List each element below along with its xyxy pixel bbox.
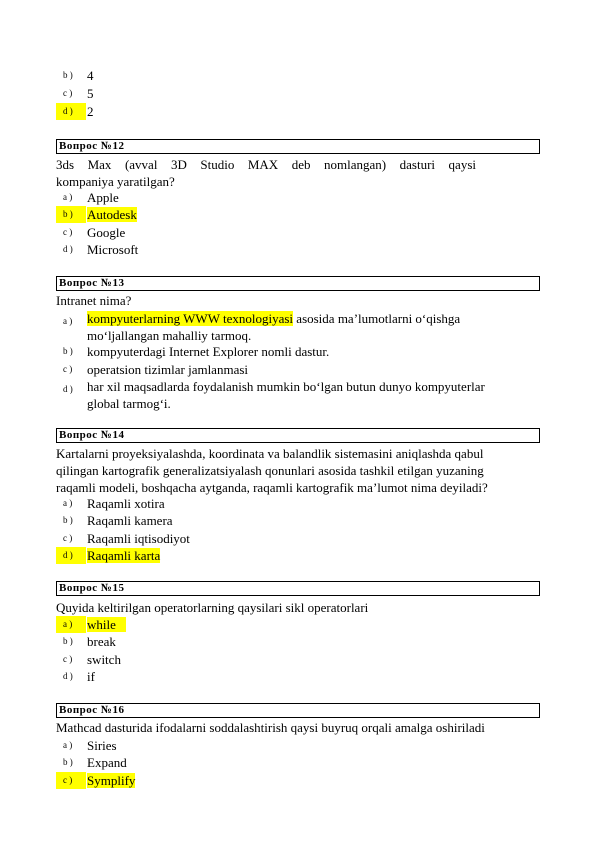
option-letter: a )	[56, 616, 86, 633]
option-letter: c )	[63, 88, 73, 98]
question-header: Вопрос №16	[56, 703, 540, 718]
option-row[interactable]	[56, 189, 526, 206]
option-letter: a )	[63, 498, 73, 508]
option-text: Expand	[87, 755, 127, 770]
option-text: operatsion tizimlar jamlanmasi	[87, 362, 249, 377]
option-text: Symplify	[87, 773, 136, 788]
option-row[interactable]	[56, 737, 526, 754]
option-row[interactable]	[56, 85, 526, 102]
question-text: Kartalarni proyeksiyalashda, koordinata va balandlik sistemasini aniqlashda qabul qilingan kartografik generalizatsiyalash qonunlari asosida tashkil etilgan yuzaning raqamli modeli, boshqacha aytganda, raqamli kartografik ma’lumot nima deyiladi?	[56, 446, 488, 495]
option-text: 2	[87, 104, 94, 119]
option-letter: b )	[56, 206, 86, 223]
question-text: Intranet nima?	[56, 293, 132, 308]
option-row[interactable]	[56, 668, 526, 685]
option-row-selected[interactable]	[56, 547, 526, 564]
option-letter: c )	[63, 654, 73, 664]
option-row[interactable]	[56, 361, 526, 378]
option-letter: d )	[63, 244, 73, 254]
option-text: Raqamli iqtisodiyot	[87, 531, 190, 546]
question-text: Mathcad dasturida ifodalarni soddalashtirish qaysi buyruq orqali amalga oshiriladi	[56, 720, 485, 735]
option-letter: b )	[63, 70, 73, 80]
option-letter: c )	[63, 533, 73, 543]
option-row[interactable]	[56, 495, 526, 512]
option-row[interactable]	[56, 224, 526, 241]
question-text: Quyida keltirilgan operatorlarning qaysilari sikl operatorlari	[56, 600, 369, 615]
option-letter: d )	[63, 384, 73, 394]
option-letter: d )	[63, 671, 73, 681]
option-letter: b )	[63, 515, 73, 525]
option-letter: d )	[56, 547, 86, 564]
option-letter: c )	[63, 227, 73, 237]
option-text: Microsoft	[87, 242, 139, 257]
question-header: Вопрос №13	[56, 276, 540, 291]
option-letter: d )	[56, 103, 86, 120]
option-letter: b )	[63, 636, 73, 646]
option-text: switch	[87, 652, 121, 667]
option-text: Autodesk	[87, 207, 137, 222]
option-text: while	[87, 617, 126, 632]
option-row-selected[interactable]	[56, 103, 526, 120]
option-row-selected[interactable]	[56, 616, 526, 633]
option-text: Apple	[87, 190, 119, 205]
option-row[interactable]	[56, 378, 526, 412]
question-header: Вопрос №15	[56, 581, 540, 596]
option-letter: c )	[56, 772, 86, 789]
option-text: if	[87, 669, 95, 684]
option-letter: b )	[63, 757, 73, 767]
option-text: Google	[87, 225, 126, 240]
option-row[interactable]	[56, 512, 526, 529]
option-letter: a )	[63, 740, 73, 750]
question-header: Вопрос №12	[56, 139, 540, 154]
option-row[interactable]	[56, 530, 526, 547]
option-row[interactable]	[56, 651, 526, 668]
question-text: 3ds Max (avval 3D Studio MAX deb nomlangan) dasturi qaysi kompaniya yaratilgan?	[56, 157, 476, 189]
option-text: kompyuterlarning WWW texnologiyasi asosida ma’lumotlarni o‘qishga mo‘ljallangan mahalliy tarmoq.	[87, 311, 461, 343]
option-letter: b )	[63, 346, 73, 356]
option-text: Raqamli kamera	[87, 513, 173, 528]
option-row[interactable]	[56, 633, 526, 650]
option-text: kompyuterdagi Internet Explorer nomli dastur.	[87, 344, 330, 359]
option-row[interactable]	[56, 754, 526, 771]
option-row[interactable]	[56, 343, 526, 360]
option-text: break	[87, 634, 116, 649]
option-text: Raqamli karta	[87, 548, 161, 563]
question-header: Вопрос №14	[56, 428, 540, 443]
option-letter: a )	[63, 192, 73, 202]
option-row-selected[interactable]	[56, 772, 526, 789]
option-text: har xil maqsadlarda foydalanish mumkin bo‘lgan butun dunyo kompyuterlar global tarmog‘i.	[87, 379, 485, 411]
option-text: Siries	[87, 738, 117, 753]
option-row[interactable]	[56, 67, 526, 84]
option-letter: a )	[63, 316, 73, 326]
option-text: 4	[87, 68, 94, 83]
option-row[interactable]	[56, 241, 526, 258]
option-letter: c )	[63, 364, 73, 374]
option-row-selected[interactable]	[56, 206, 526, 223]
option-text: 5	[87, 86, 94, 101]
option-text: Raqamli xotira	[87, 496, 165, 511]
option-row[interactable]	[56, 310, 526, 344]
